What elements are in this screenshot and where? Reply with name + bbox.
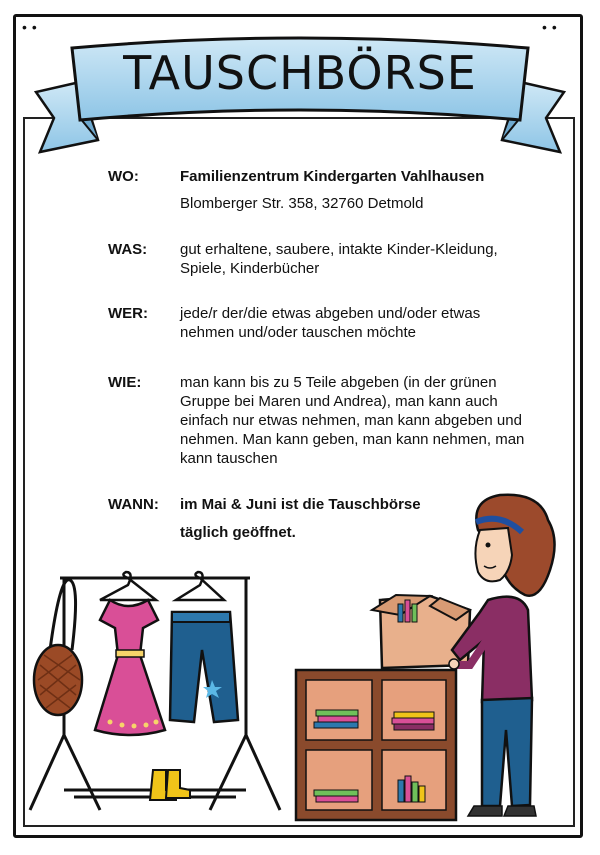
wann-label: WANN:: [108, 496, 159, 513]
wo-address: Blomberger Str. 358, 32760 Detmold: [180, 195, 424, 212]
wer-line-2: nehmen und/oder tauschen möchte: [180, 324, 416, 341]
section-wie: [108, 373, 548, 469]
section-wo: [108, 167, 548, 217]
wann-line-2: täglich geöffnet.: [180, 524, 296, 541]
corner-dots-left: ••: [22, 19, 42, 35]
inner-frame: [23, 117, 575, 827]
wie-line-5: kann tauschen: [180, 450, 278, 467]
wie-line-2: Gruppe bei Maren und Andrea), man kann auch: [180, 393, 498, 410]
wer-line-1: jede/r der/die etwas abgeben und/oder etwas: [180, 305, 481, 322]
wo-venue: Familienzentrum Kindergarten Vahlhausen: [180, 168, 485, 185]
was-label: WAS:: [108, 241, 148, 258]
section-wann: [108, 495, 548, 545]
wie-line-4: nehmen. Man kann geben, man kann nehmen, man: [180, 431, 525, 448]
corner-dots-right: ••: [542, 19, 562, 35]
wie-label: WIE:: [108, 374, 142, 391]
was-line-1: gut erhaltene, saubere, intakte Kinder-Kleidung,: [180, 241, 498, 258]
section-wer: [108, 304, 548, 344]
section-was: [108, 240, 548, 280]
was-line-2: Spiele, Kinderbücher: [180, 260, 320, 277]
wo-label: WO:: [108, 168, 139, 185]
wer-label: WER:: [108, 305, 148, 322]
wie-line-3: einfach nur etwas nehmen, man kann abgeben und: [180, 412, 522, 429]
page-title: TAUSCHBÖRSE: [123, 46, 477, 100]
wann-line-1: im Mai & Juni ist die Tauschbörse: [180, 496, 421, 513]
wie-line-1: man kann bis zu 5 Teile abgeben (in der grünen: [180, 374, 497, 391]
